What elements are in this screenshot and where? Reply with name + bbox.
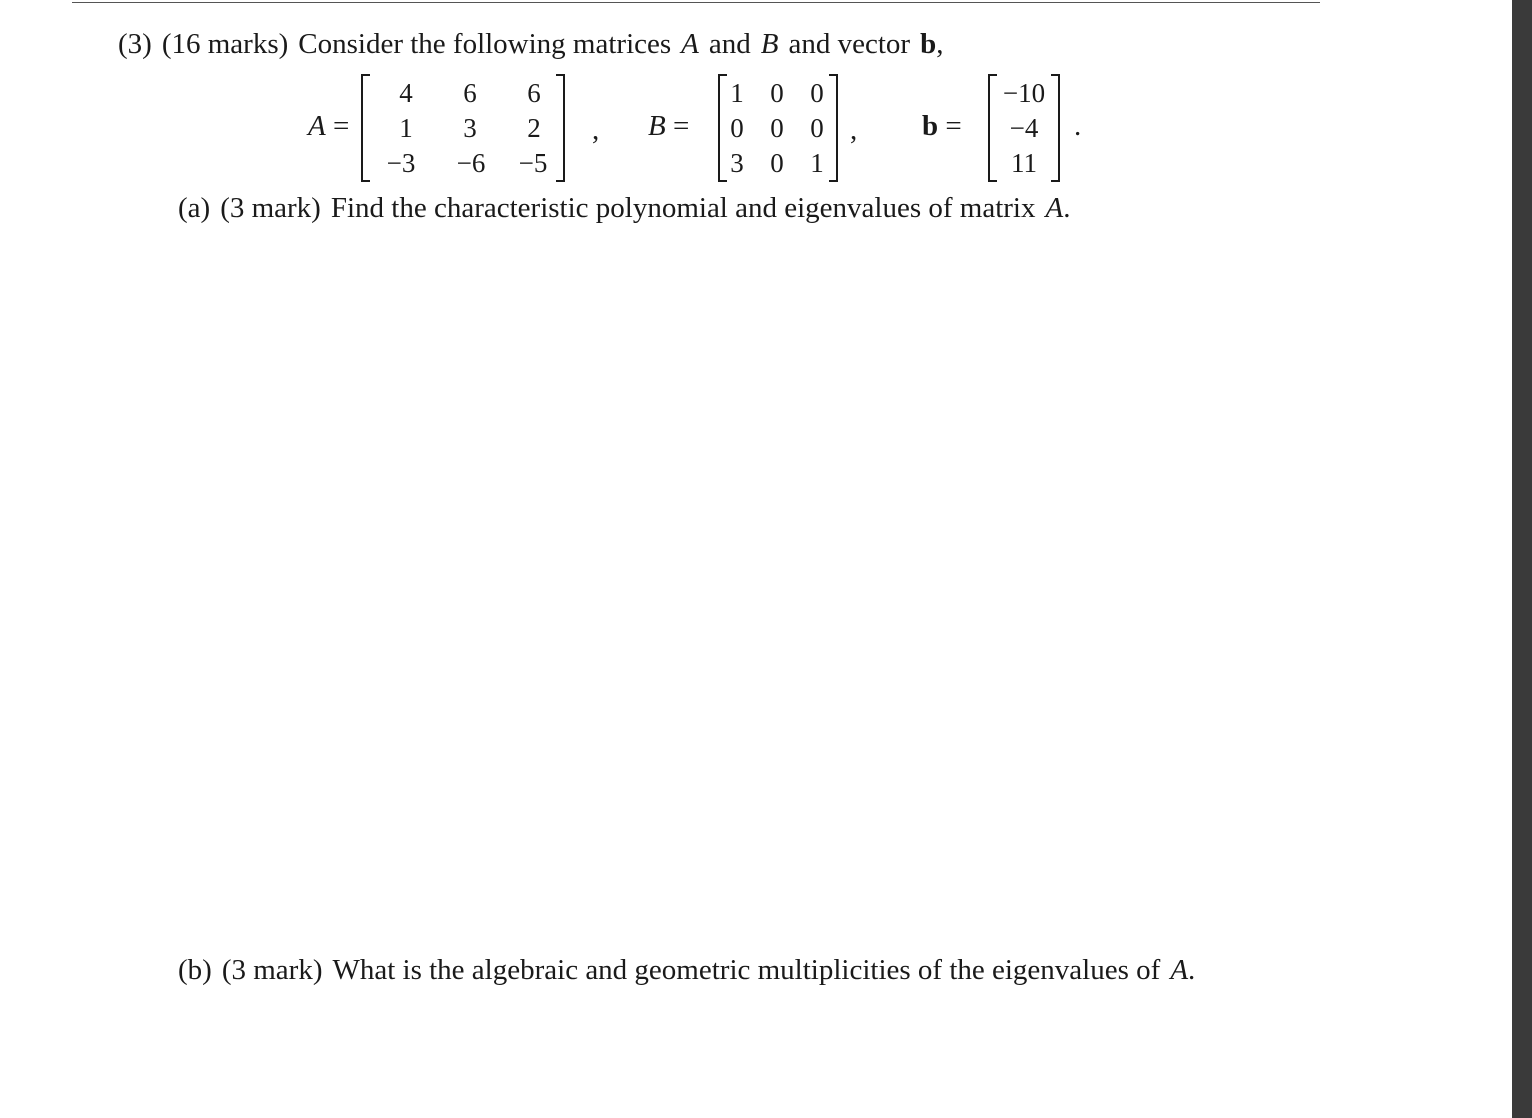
matrix-b-cell: 0 bbox=[810, 78, 824, 108]
matrix-a-cell: −5 bbox=[518, 148, 548, 178]
matrix-a bbox=[361, 74, 565, 180]
matrix-b-cell: 0 bbox=[770, 78, 784, 108]
bracket-left bbox=[361, 74, 370, 182]
question-intro: Consider the following matrices bbox=[298, 28, 672, 60]
matrix-a-cell: −3 bbox=[386, 148, 416, 178]
vector-b-label bbox=[922, 112, 962, 141]
and-word: and bbox=[708, 28, 751, 60]
matrix-b-cell: 0 bbox=[770, 113, 784, 143]
part-a-marks: (3 mark) bbox=[220, 192, 321, 224]
part-a-text: Find the characteristic polynomial and eigenvalues of matrix bbox=[330, 192, 1036, 224]
matrix-b-cell: 3 bbox=[730, 148, 744, 178]
vector-b-cell: 11 bbox=[1011, 148, 1037, 178]
part-b-prompt bbox=[178, 956, 1195, 985]
part-b-marks: (3 mark) bbox=[221, 954, 323, 986]
part-a-end: . bbox=[1063, 192, 1071, 224]
vector-b-cell: −10 bbox=[1002, 78, 1046, 108]
var-a: A bbox=[681, 28, 699, 60]
equals-b: = bbox=[672, 110, 690, 142]
title-comma: , bbox=[936, 28, 944, 60]
matrix-a-cell: 6 bbox=[527, 78, 541, 108]
label-b-var: B bbox=[648, 110, 666, 142]
vector-b bbox=[988, 74, 1060, 180]
question-number: (3) bbox=[118, 28, 152, 60]
matrix-b-cell: 1 bbox=[730, 78, 744, 108]
part-b-var: A bbox=[1170, 954, 1189, 986]
label-vb-var: b bbox=[922, 110, 939, 142]
matrix-b-cell: 0 bbox=[730, 113, 744, 143]
matrix-a-cell: 2 bbox=[527, 113, 541, 143]
matrix-a-cell: 3 bbox=[463, 113, 477, 143]
part-a-prompt bbox=[178, 194, 1070, 223]
var-b: B bbox=[760, 28, 779, 60]
question-title bbox=[118, 30, 943, 59]
matrix-a-cell: 1 bbox=[399, 113, 413, 143]
viewer-scrollbar-edge[interactable] bbox=[1512, 0, 1532, 1118]
period-after-b: . bbox=[1074, 110, 1082, 142]
question-marks: (16 marks) bbox=[161, 28, 289, 60]
bracket-right bbox=[829, 74, 838, 182]
part-b-end: . bbox=[1188, 954, 1196, 986]
top-rule bbox=[72, 2, 1320, 3]
matrix-b-cell: 0 bbox=[770, 148, 784, 178]
label-a-var: A bbox=[308, 110, 326, 142]
equals-vb: = bbox=[945, 110, 962, 142]
matrix-a-cell: −6 bbox=[456, 148, 486, 178]
matrix-b-cell: 1 bbox=[810, 148, 824, 178]
part-a-label: (a) bbox=[178, 192, 211, 224]
vector-b-cell: −4 bbox=[1009, 113, 1039, 143]
matrix-b-label bbox=[648, 112, 689, 141]
equals-a: = bbox=[332, 110, 350, 142]
part-a-var: A bbox=[1045, 192, 1064, 224]
matrix-a-cell: 6 bbox=[463, 78, 477, 108]
matrix-a-label bbox=[308, 112, 349, 141]
matrix-b-cell: 0 bbox=[810, 113, 824, 143]
matrix-b bbox=[718, 74, 838, 180]
comma-after-a: , bbox=[592, 114, 600, 146]
vec-b: b bbox=[920, 28, 937, 60]
matrix-a-cell: 4 bbox=[399, 78, 413, 108]
question-intro-post: and vector bbox=[788, 28, 911, 60]
comma-after-b: , bbox=[850, 114, 858, 146]
part-b-label: (b) bbox=[178, 954, 212, 986]
part-b-text: What is the algebraic and geometric multiplicities of the eigenvalues of bbox=[332, 954, 1161, 986]
